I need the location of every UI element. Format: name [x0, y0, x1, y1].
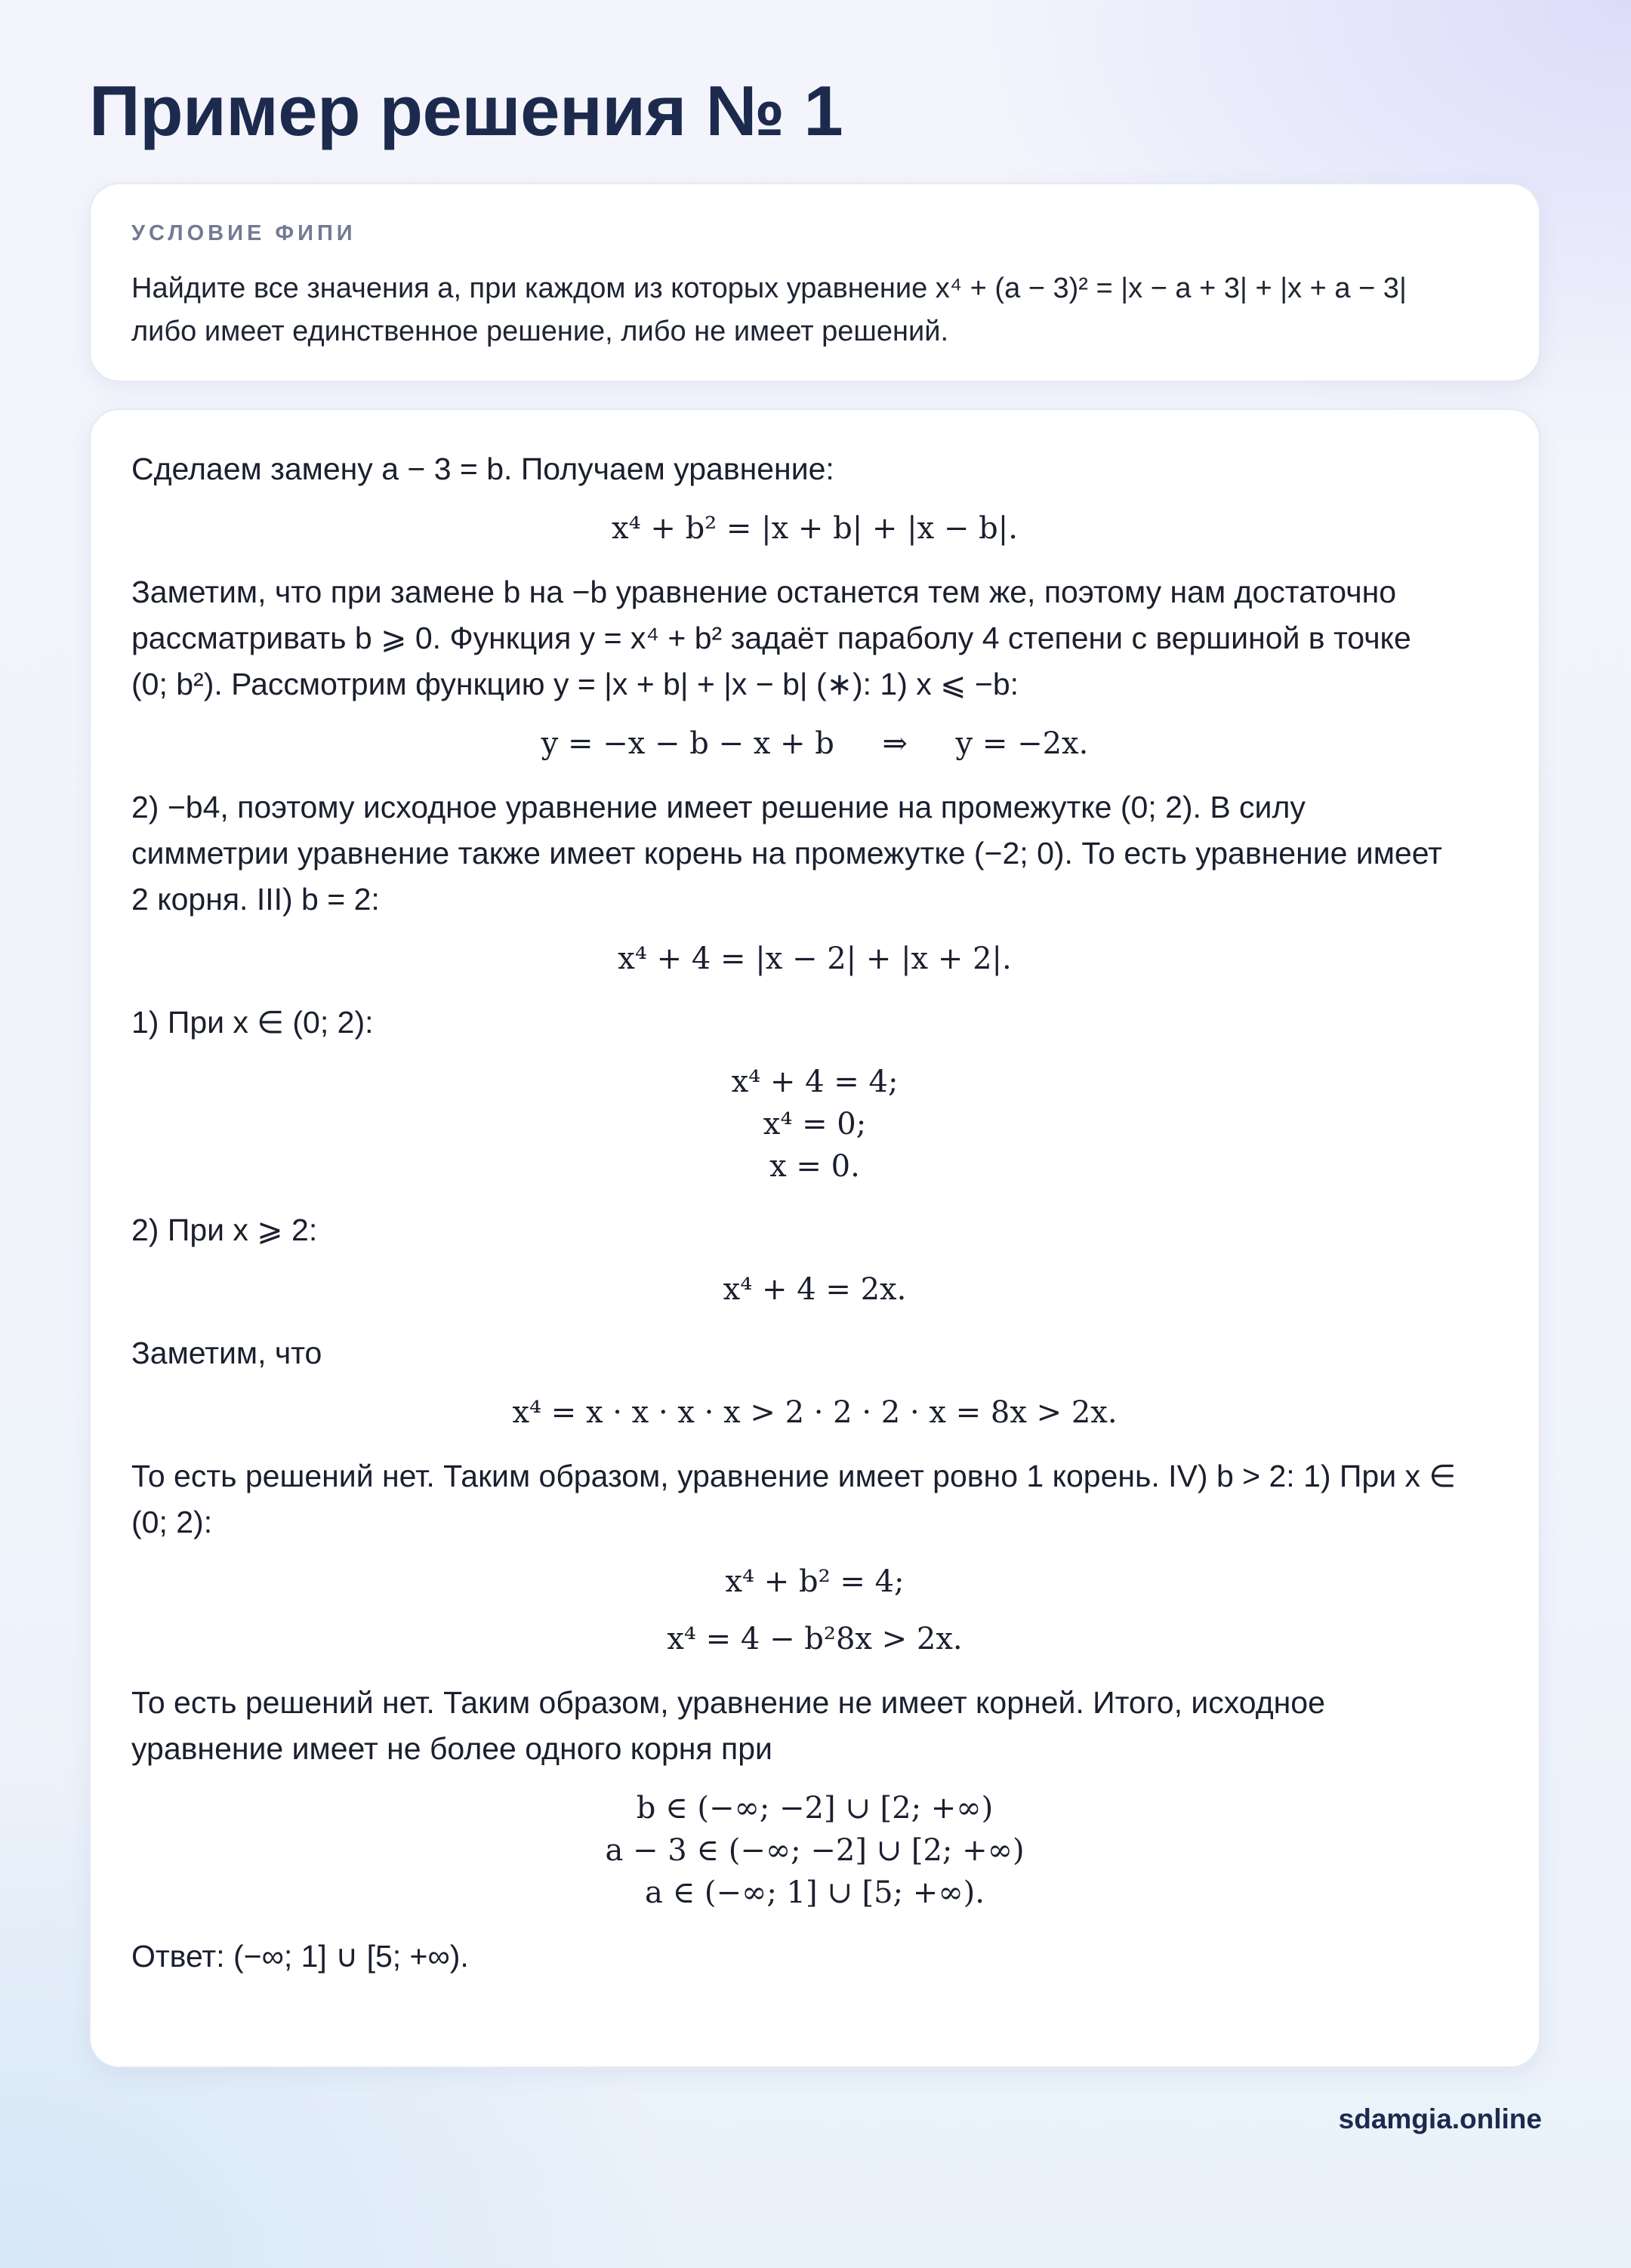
- condition-text-line1: Найдите все значения a, при каждом из которых уравнение x⁴ + (a − 3)² = |x − a + 3| + |x + a − 3|: [131, 273, 1407, 304]
- solution-paragraph-2-line1: Заметим, что при замене b на −b уравнение останется тем же, поэтому нам достаточно: [131, 575, 1397, 609]
- equation-6: x⁴ = x · x · x · x > 2 · 2 · 2 · x = 8x > 2x.: [512, 1395, 1118, 1430]
- solution-paragraph-6: Заметим, что: [131, 1336, 322, 1370]
- equation-4-line3: x = 0.: [769, 1149, 860, 1184]
- solution-paragraph-3-line3: 2 корня. III) b = 2:: [131, 882, 380, 917]
- condition-text-line2: либо имеет единственное решение, либо не имеет решений.: [131, 316, 949, 347]
- solution-card: [89, 408, 1540, 2068]
- solution-paragraph-8-line1: То есть решений нет. Таким образом, уравнение не имеет корней. Итого, исходное: [131, 1685, 1325, 1720]
- solution-paragraph-2-line3: (0; b²). Рассмотрим функцию y = |x + b| + |x − b| (∗): 1) x ⩽ −b:: [131, 667, 1019, 701]
- equation-8-line1: b ∈ (−∞; −2] ∪ [2; +∞): [636, 1791, 994, 1826]
- condition-label: УСЛОВИЕ ФИПИ: [131, 221, 356, 245]
- equation-1: x⁴ + b² = |x + b| + |x − b|.: [612, 511, 1018, 546]
- equation-5: x⁴ + 4 = 2x.: [723, 1272, 907, 1307]
- solution-paragraph-4: 1) При x ∈ (0; 2):: [131, 1005, 374, 1040]
- answer: Ответ: (−∞; 1] ∪ [5; +∞).: [131, 1939, 469, 1974]
- solution-paragraph-5: 2) При x ⩾ 2:: [131, 1213, 318, 1247]
- solution-paragraph-7-line1: То есть решений нет. Таким образом, уравнение имеет ровно 1 корень. IV) b > 2: 1) При x ∈: [131, 1459, 1457, 1493]
- solution-paragraph-1: Сделаем замену a − 3 = b. Получаем уравнение:: [131, 451, 834, 486]
- solution-paragraph-3-line2: симметрии уравнение также имеет корень на промежутке (−2; 0). То есть уравнение имеет: [131, 836, 1442, 871]
- equation-3: x⁴ + 4 = |x − 2| + |x + 2|.: [618, 941, 1012, 976]
- equation-4-line1: x⁴ + 4 = 4;: [731, 1065, 899, 1099]
- equation-4-line2: x⁴ = 0;: [763, 1107, 867, 1142]
- equation-7b: x⁴ = 4 − b²8x > 2x.: [667, 1622, 963, 1656]
- equation-7a: x⁴ + b² = 4;: [725, 1564, 905, 1599]
- equation-8-line2: a − 3 ∈ (−∞; −2] ∪ [2; +∞): [605, 1833, 1025, 1868]
- site-footer-brand: sdamgia.online: [1338, 2103, 1542, 2134]
- condition-card: [89, 183, 1540, 382]
- solution-paragraph-2-line2: рассматривать b ⩾ 0. Функция y = x⁴ + b² задаёт параболу 4 степени с вершиной в точке: [131, 621, 1411, 655]
- solution-paragraph-3-line1: 2) −b4, поэтому исходное уравнение имеет решение на промежутке (0; 2). В силу: [131, 790, 1306, 824]
- page-title: Пример решения № 1: [89, 71, 843, 150]
- equation-2: y = −x − b − x + b ⇒ y = −2x.: [541, 726, 1089, 761]
- solution-paragraph-8-line2: уравнение имеет не более одного корня при: [131, 1731, 772, 1766]
- equation-8-line3: a ∈ (−∞; 1] ∪ [5; +∞).: [645, 1875, 985, 1910]
- solution-paragraph-7-line2: (0; 2):: [131, 1505, 213, 1539]
